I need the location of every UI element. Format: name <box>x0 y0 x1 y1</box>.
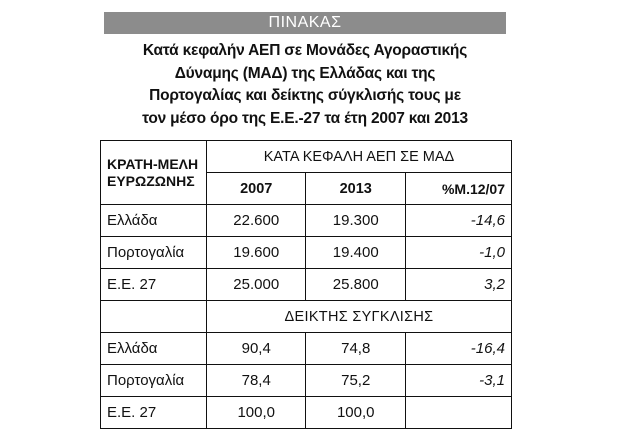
value-2007-cell: 90,4 <box>206 333 306 365</box>
country-cell: Ελλάδα <box>101 333 207 365</box>
table-caption <box>104 40 506 130</box>
table-row <box>101 205 512 237</box>
gdp-table <box>100 140 512 429</box>
table-banner: ΠΙΝΑΚΑΣ <box>104 12 506 34</box>
value-2007-cell: 25.000 <box>206 269 306 301</box>
row-header-line: ΚΡΑΤΗ-ΜΕΛΗ <box>107 155 199 172</box>
empty-cell <box>101 301 207 333</box>
change-header: %Μ.12/07 <box>405 173 511 205</box>
value-2013-cell: 100,0 <box>306 397 406 429</box>
country-cell: Ε.Ε. 27 <box>101 269 207 301</box>
table-row <box>101 333 512 365</box>
value-2013-cell: 19.400 <box>306 237 406 269</box>
table-header-row <box>101 141 512 173</box>
table-row <box>101 365 512 397</box>
change-cell: 3,2 <box>405 269 511 301</box>
country-cell: Ε.Ε. 27 <box>101 397 207 429</box>
table-row <box>101 237 512 269</box>
value-2013-cell: 25.800 <box>306 269 406 301</box>
row-header-line: ΕΥΡΩΖΩΝΗΣ <box>107 172 195 189</box>
country-cell: Πορτογαλία <box>101 365 207 397</box>
change-cell <box>405 397 511 429</box>
value-2013-cell: 75,2 <box>306 365 406 397</box>
country-cell: Ελλάδα <box>101 205 207 237</box>
table-row <box>101 269 512 301</box>
group-header-cell: ΚΑΤΑ ΚΕΦΑΛΗ ΑΕΠ ΣΕ ΜΑΔ <box>206 141 511 173</box>
table-row <box>101 397 512 429</box>
value-2007-cell: 100,0 <box>206 397 306 429</box>
section-header-row <box>101 301 512 333</box>
value-2007-cell: 78,4 <box>206 365 306 397</box>
change-cell: -1,0 <box>405 237 511 269</box>
change-cell: -3,1 <box>405 365 511 397</box>
caption-line: τον μέσο όρο της Ε.Ε.-27 τα έτη 2007 και 2013 <box>142 109 468 127</box>
caption-line: Κατά κεφαλήν ΑΕΠ σε Μονάδες Αγοραστικής <box>142 42 468 59</box>
change-cell: -16,4 <box>405 333 511 365</box>
country-cell: Πορτογαλία <box>101 237 207 269</box>
year-header-2007: 2007 <box>206 173 306 205</box>
year-header-2013: 2013 <box>306 173 406 205</box>
value-2013-cell: 74,8 <box>306 333 406 365</box>
change-cell: -14,6 <box>405 205 511 237</box>
convergence-header-cell: ΔΕΙΚΤΗΣ ΣΥΓΚΛΙΣΗΣ <box>206 301 511 333</box>
value-2013-cell: 19.300 <box>306 205 406 237</box>
value-2007-cell: 19.600 <box>206 237 306 269</box>
caption-line: Δύναμης (ΜΑΔ) της Ελλάδας και της <box>174 64 436 82</box>
row-header-cell <box>101 141 207 205</box>
caption-line: Πορτογαλίας και δείκτης σύγκλισής τους με <box>149 87 461 104</box>
value-2007-cell: 22.600 <box>206 205 306 237</box>
